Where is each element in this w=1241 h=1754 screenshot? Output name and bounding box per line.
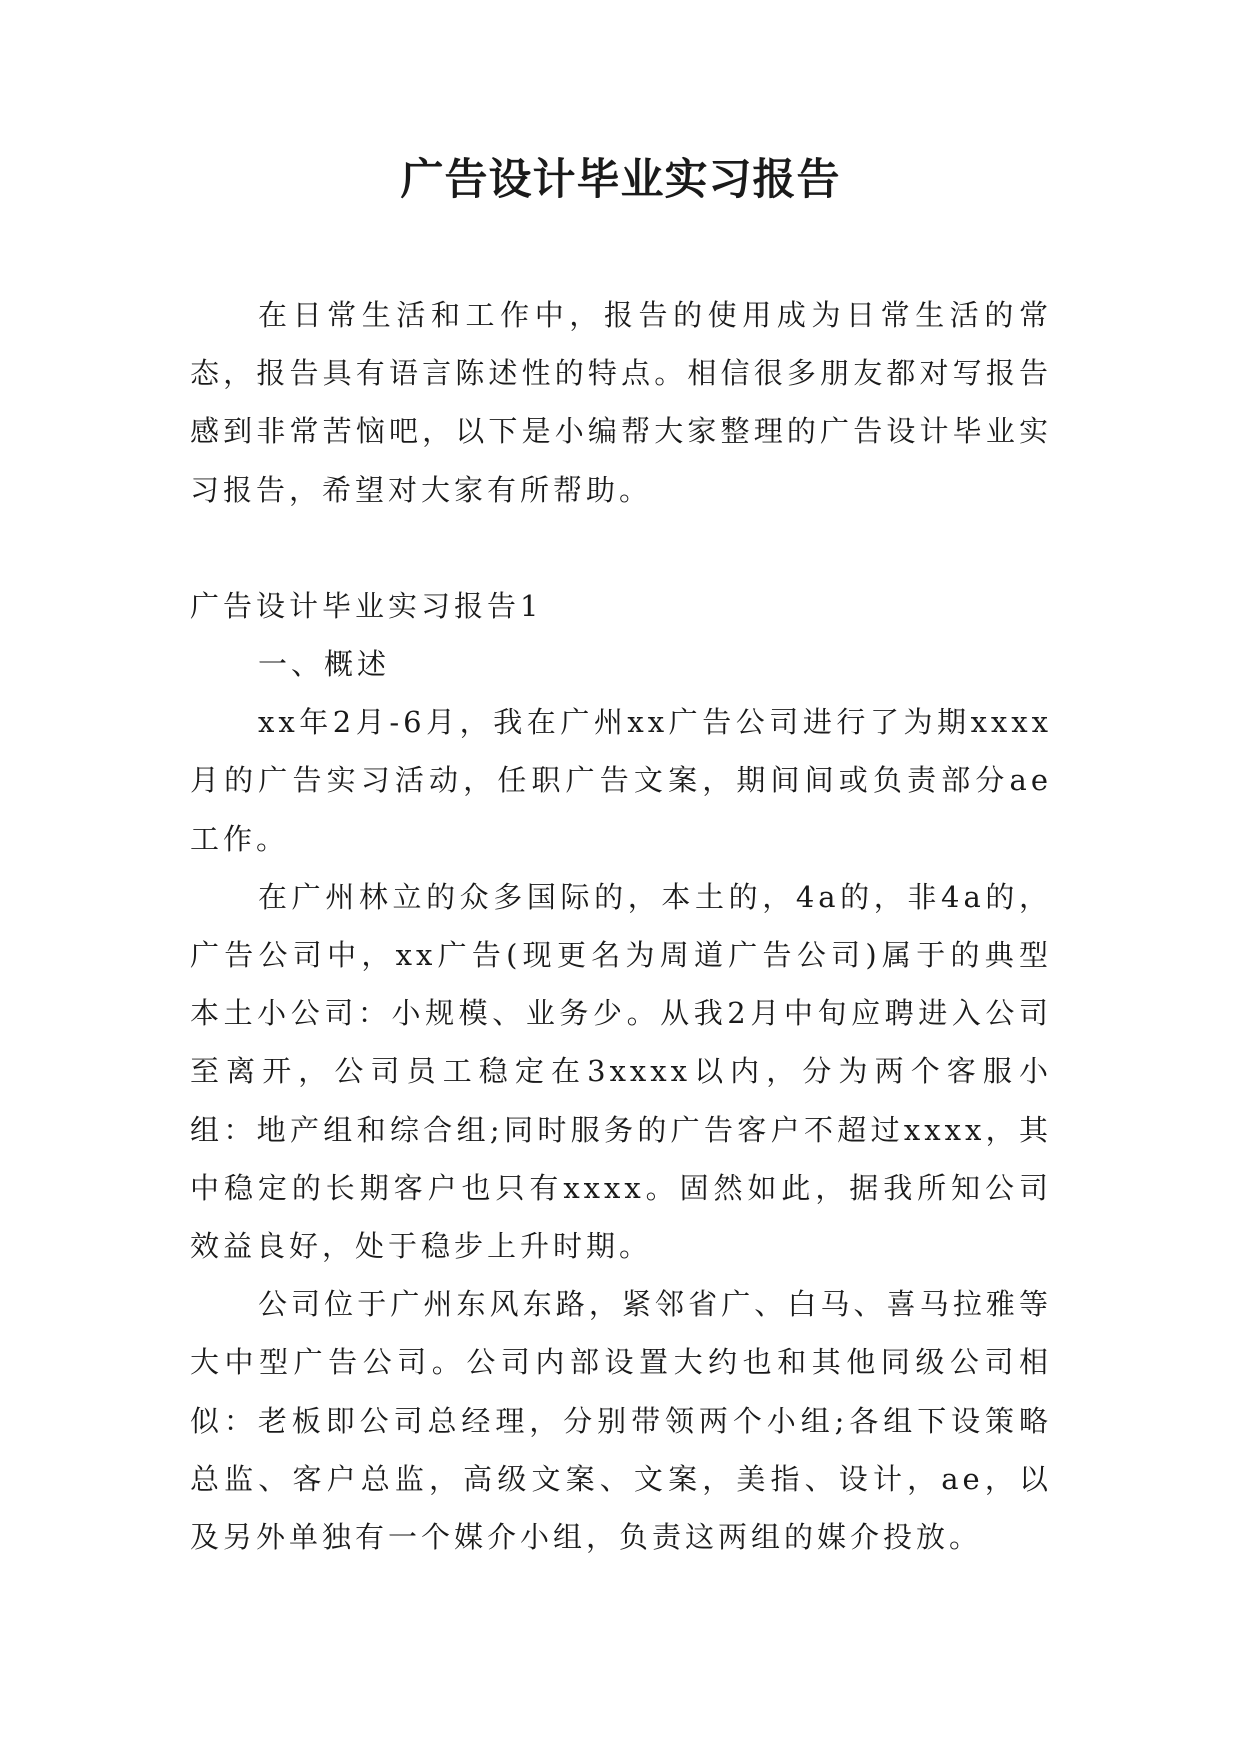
document-body [190, 286, 1052, 1566]
overview-heading: 一、概述 [258, 647, 391, 682]
document-title: 广告设计毕业实习报告 [400, 155, 841, 205]
section-title: 广告设计毕业实习报告1 [190, 588, 543, 623]
intro-paragraph: 在日常生活和工作中，报告的使用成为日常生活的常态，报告具有语言陈述性的特点。相信很多朋友都对写报告感到非常苦恼吧，以下是小编帮大家整理的广告设计毕业实习报告，希望对大家有所帮助。 [190, 298, 1052, 507]
body-paragraph-3: 公司位于广州东风东路，紧邻省广、白马、喜马拉雅等大中型广告公司。公司内部设置大约也和其他同级公司相似：老板即公司总经理，分别带领两个小组;各组下设策略总监、客户总监，高级文案、文案，美指、设计，ae，以及另外单独有一个媒介小组，负责这两组的媒介投放。 [190, 1287, 1052, 1555]
body-paragraph-2: 在广州林立的众多国际的，本土的，4a的，非4a的，广告公司中，xx广告(现更名为周道广告公司)属于的典型本土小公司：小规模、业务少。从我2月中旬应聘进入公司至离开，公司员工稳定在3xxxx以内，分为两个客服小组：地产组和综合组;同时服务的广告客户不超过xxxx，其中稳定的长期客户也只有xxxx。固然如此，据我所知公司效益良好，处于稳步上升时期。 [190, 879, 1052, 1264]
body-paragraph-1: xx年2月-6月，我在广州xx广告公司进行了为期xxxx月的广告实习活动，任职广告文案，期间间或负责部分ae工作。 [190, 705, 1052, 856]
